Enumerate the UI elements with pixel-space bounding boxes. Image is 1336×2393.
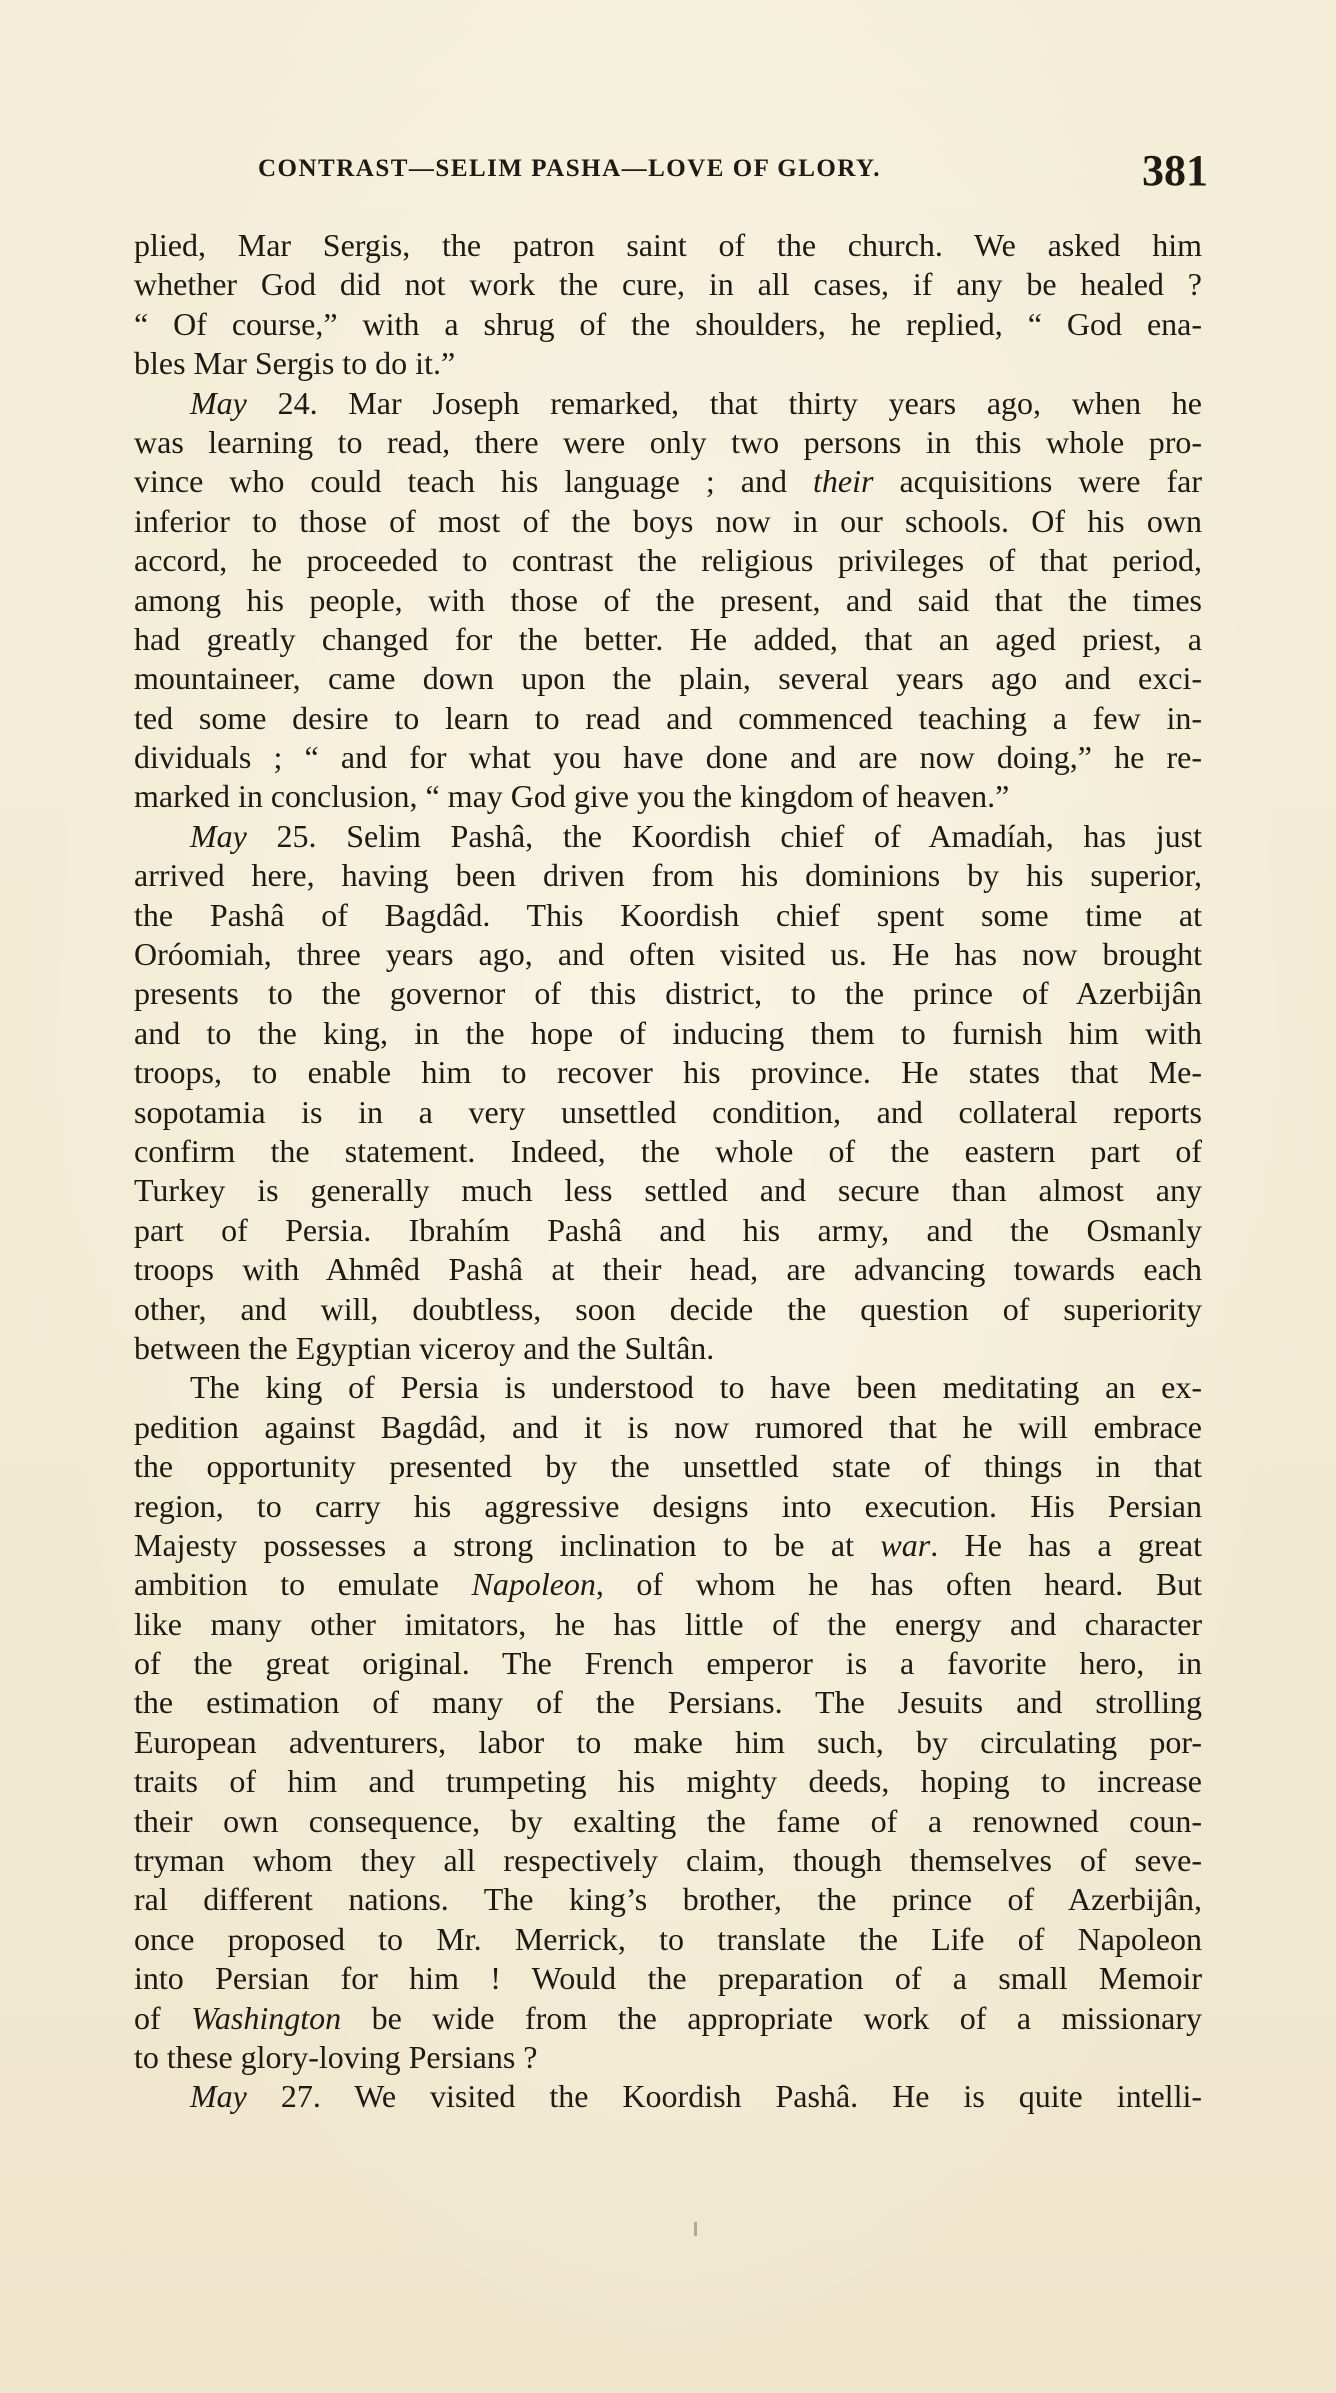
text-line: to these glory-loving Persians ? xyxy=(134,2038,538,2075)
text-line: other, and will, doubtless, soon decide the question of superiority xyxy=(134,1290,1202,1327)
text-line: mountaineer, came down upon the plain, several years ago and exci- xyxy=(134,660,1202,697)
text-line: region, to carry his aggressive designs into execution. His Persian xyxy=(134,1487,1202,1524)
text-line: the Pashâ of Bagdâd. This Koordish chief spent some time at xyxy=(134,896,1202,933)
text-line: “ Of course,” with a shrug of the shoulders, he replied, “ God ena- xyxy=(134,305,1202,342)
text-line: plied, Mar Sergis, the patron saint of the church. We asked him xyxy=(134,227,1202,263)
page-header xyxy=(258,145,1208,195)
text-line xyxy=(134,384,1202,423)
text-line: and to the king, in the hope of inducing them to furnish him with xyxy=(134,1014,1202,1051)
text-run: be wide from the appropriate work of a missionary xyxy=(371,1999,1202,2036)
emphasis-word: war xyxy=(880,1526,931,1563)
text-line: presents to the governor of this district, to the prince of Azerbijân xyxy=(134,975,1202,1012)
text-run: vince who could teach his language ; and xyxy=(134,463,787,500)
entry-date: May xyxy=(190,2078,247,2115)
text-line: sopotamia is in a very unsettled condition, and collateral reports xyxy=(134,1093,1202,1130)
text-line: Turkey is generally much less settled and secure than almost any xyxy=(134,1172,1202,1209)
text-line: pedition against Bagdâd, and it is now rumored that he will embrace xyxy=(134,1408,1202,1445)
text-line: accord, he proceeded to contrast the religious privileges of that period, xyxy=(134,542,1202,579)
text-line: European adventurers, labor to make him such, by circulating por- xyxy=(134,1723,1202,1760)
text-run: of xyxy=(134,1999,161,2036)
text-line: ted some desire to learn to read and commenced teaching a few in- xyxy=(134,699,1202,736)
ink-mark xyxy=(694,2222,697,2236)
text-line: of the great original. The French emperor is a favorite hero, in xyxy=(134,1645,1202,1682)
emphasis-word: Napoleon xyxy=(471,1566,596,1603)
text-run: Majesty possesses a strong inclination to be at xyxy=(134,1526,854,1563)
text-line: Oróomiah, three years ago, and often visited us. He has now brought xyxy=(134,936,1202,973)
text-line: part of Persia. Ibrahím Pashâ and his army, and the Osmanly xyxy=(134,1211,1202,1248)
text-line: confirm the statement. Indeed, the whole of the eastern part of xyxy=(134,1132,1202,1169)
entry-date: May xyxy=(190,817,247,854)
text-line xyxy=(134,1565,1202,1604)
text-run: ambition to emulate xyxy=(134,1566,439,1603)
text-line: troops with Ahmêd Pashâ at their head, are advancing towards each xyxy=(134,1251,1202,1288)
running-head: CONTRAST—SELIM PASHA—LOVE OF GLORY. xyxy=(258,155,882,182)
text-line: among his people, with those of the present, and said that the times xyxy=(134,581,1202,618)
text-line: ral different nations. The king’s brother, the prince of Azerbijân, xyxy=(134,1881,1202,1918)
text-line: marked in conclusion, “ may God give you the kingdom of heaven.” xyxy=(134,778,1010,815)
text-line xyxy=(134,462,1202,501)
text-line: bles Mar Sergis to do it.” xyxy=(134,345,456,382)
text-run: , of whom he has often heard. But xyxy=(595,1566,1202,1603)
text-line: whether God did not work the cure, in all cases, if any be healed ? xyxy=(134,266,1202,303)
text-line: inferior to those of most of the boys now in our schools. Of his own xyxy=(134,502,1202,539)
text-line: had greatly changed for the better. He added, that an aged priest, a xyxy=(134,620,1202,657)
text-line: tryman whom they all respectively claim, though themselves of seve- xyxy=(134,1842,1202,1879)
text-run: 24. Mar Joseph remarked, that thirty years ago, when he xyxy=(277,384,1202,421)
text-line: dividuals ; “ and for what you have done and are now doing,” he re- xyxy=(134,739,1202,776)
text-line: once proposed to Mr. Merrick, to translate the Life of Napoleon xyxy=(134,1920,1202,1957)
text-line: The king of Persia is understood to have been meditating an ex- xyxy=(190,1369,1202,1406)
page-number: 381 xyxy=(1142,146,1208,195)
emphasis-word: their xyxy=(813,463,874,500)
text-line xyxy=(134,1999,1202,2038)
text-run: 27. We visited the Koordish Pashâ. He is quite intelli- xyxy=(280,2078,1202,2115)
text-line: the estimation of many of the Persians. The Jesuits and strolling xyxy=(134,1684,1202,1721)
entry-date: May xyxy=(190,384,247,421)
text-line: the opportunity presented by the unsettled state of things in that xyxy=(134,1448,1202,1485)
text-line: like many other imitators, he has little of the energy and character xyxy=(134,1605,1202,1642)
text-line: their own consequence, by exalting the fame of a renowned coun- xyxy=(134,1802,1202,1839)
body-text xyxy=(134,226,1202,2117)
text-line: between the Egyptian viceroy and the Sultân. xyxy=(134,1329,715,1366)
emphasis-word: Washington xyxy=(191,1999,342,2036)
text-line: was learning to read, there were only two persons in this whole pro- xyxy=(134,423,1202,460)
text-line: troops, to enable him to recover his province. He states that Me- xyxy=(134,1054,1202,1091)
text-line: into Persian for him ! Would the preparation of a small Memoir xyxy=(134,1960,1202,1997)
text-line xyxy=(134,2077,1202,2116)
text-run: . He has a great xyxy=(930,1526,1202,1563)
text-line: traits of him and trumpeting his mighty deeds, hoping to increase xyxy=(134,1763,1202,1800)
text-line: arrived here, having been driven from his dominions by his superior, xyxy=(134,857,1202,894)
text-run: acquisitions were far xyxy=(899,463,1202,500)
text-line xyxy=(134,817,1202,856)
text-run: 25. Selim Pashâ, the Koordish chief of Amadíah, has just xyxy=(276,817,1202,854)
text-line xyxy=(134,1526,1202,1565)
